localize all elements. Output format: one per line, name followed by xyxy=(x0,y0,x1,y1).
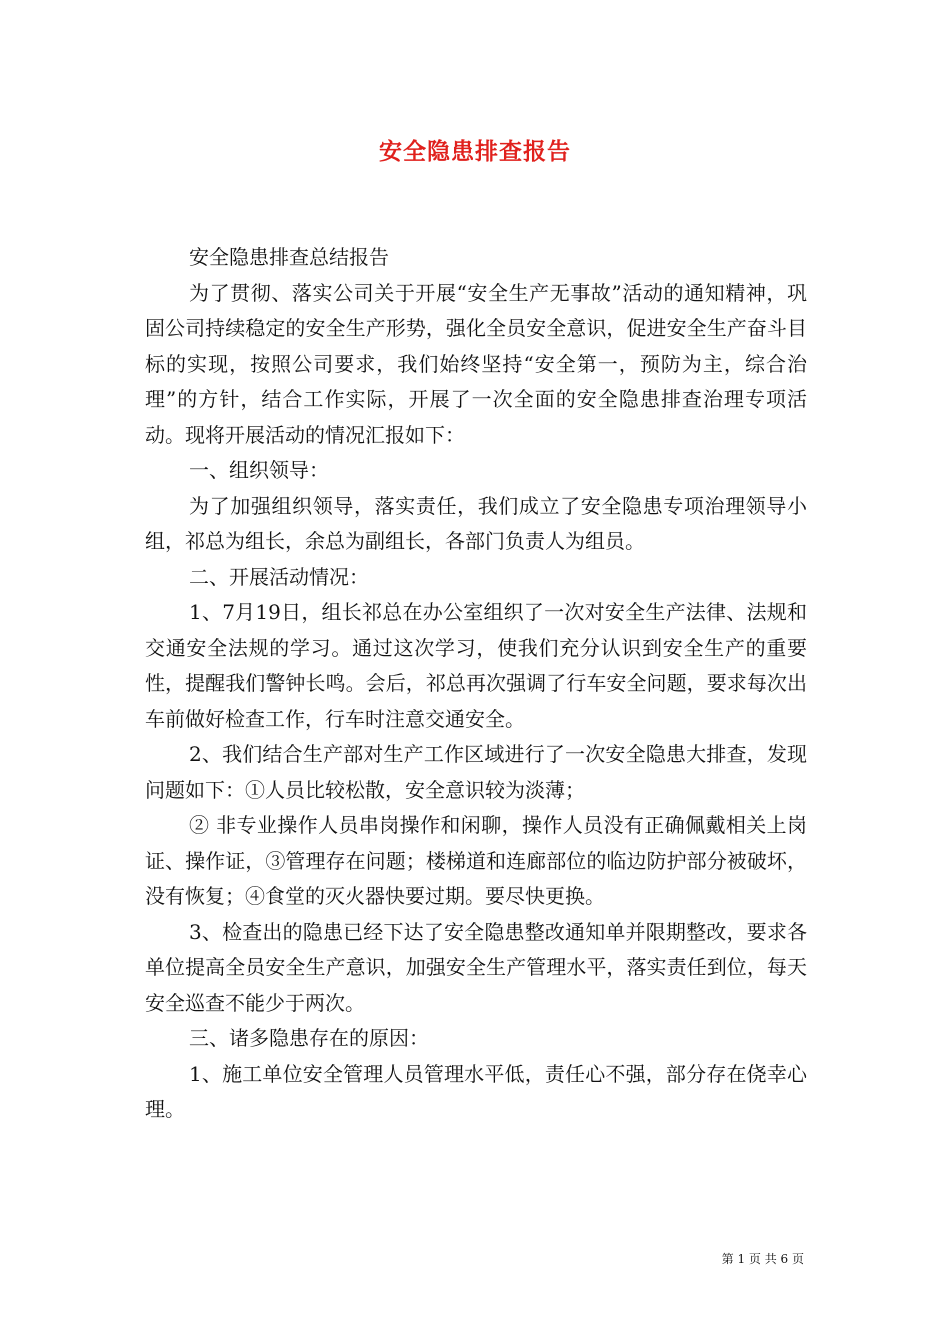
paragraph-intro: 为了贯彻、落实公司关于开展“安全生产无事故”活动的通知精神，巩固公司持续稳定的安全生产形势，强化全员安全意识，促进安全生产奋斗目标的实现，按照公司要求，我们始终坚持“安全第一，预防为主，综合治理”的方针，结合工作实际，开展了一次全面的安全隐患排查治理专项活动。现将开展活动的情况汇报如下： xyxy=(145,280,807,447)
section-heading-causes: 三、诸多隐患存在的原因： xyxy=(189,1026,429,1050)
document-body xyxy=(145,240,807,1128)
paragraph-cause-1: 1、施工单位安全管理人员管理水平低，责任心不强，部分存在侥幸心理。 xyxy=(145,1061,807,1121)
paragraph-organization: 为了加强组织领导，落实责任，我们成立了安全隐患专项治理领导小组，祁总为组长，余总为副组长，各部门负责人为组员。 xyxy=(145,493,807,553)
paragraph-activity-2-continued: ② 非专业操作人员串岗操作和闲聊，操作人员没有正确佩戴相关上岗证、操作证，③管理存在问题；楼梯道和连廊部位的临边防护部分被破坏，没有恢复；④食堂的灭火器快要过期。要尽快更换。 xyxy=(145,813,807,908)
section-heading-activities: 二、开展活动情况： xyxy=(189,564,369,589)
document-title: 安全隐患排查报告 xyxy=(379,138,571,165)
paragraph-activity-1: 1、7月19日，组长祁总在办公室组织了一次对安全生产法律、法规和交通安全法规的学习。通过这次学习，使我们充分认识到安全生产的重要性，提醒我们警钟长鸣。会后，祁总再次强调了行车安全问题，要求每次出车前做好检查工作，行车时注意交通安全。 xyxy=(145,600,807,731)
paragraph-activity-2: 2、我们结合生产部对生产工作区域进行了一次安全隐患大排查，发现问题如下：①人员比较松散，安全意识较为淡薄； xyxy=(145,742,807,802)
page-number-footer: 第 1 页 共 6 页 xyxy=(721,1252,804,1266)
paragraph-activity-3: 3、检查出的隐患已经下达了安全隐患整改通知单并限期整改，要求各单位提高全员安全生产意识，加强安全生产管理水平，落实责任到位，每天安全巡查不能少于两次。 xyxy=(145,919,807,1015)
paragraph-subtitle: 安全隐患排查总结报告 xyxy=(189,245,389,269)
section-heading-organization: 一、组织领导： xyxy=(189,458,329,482)
